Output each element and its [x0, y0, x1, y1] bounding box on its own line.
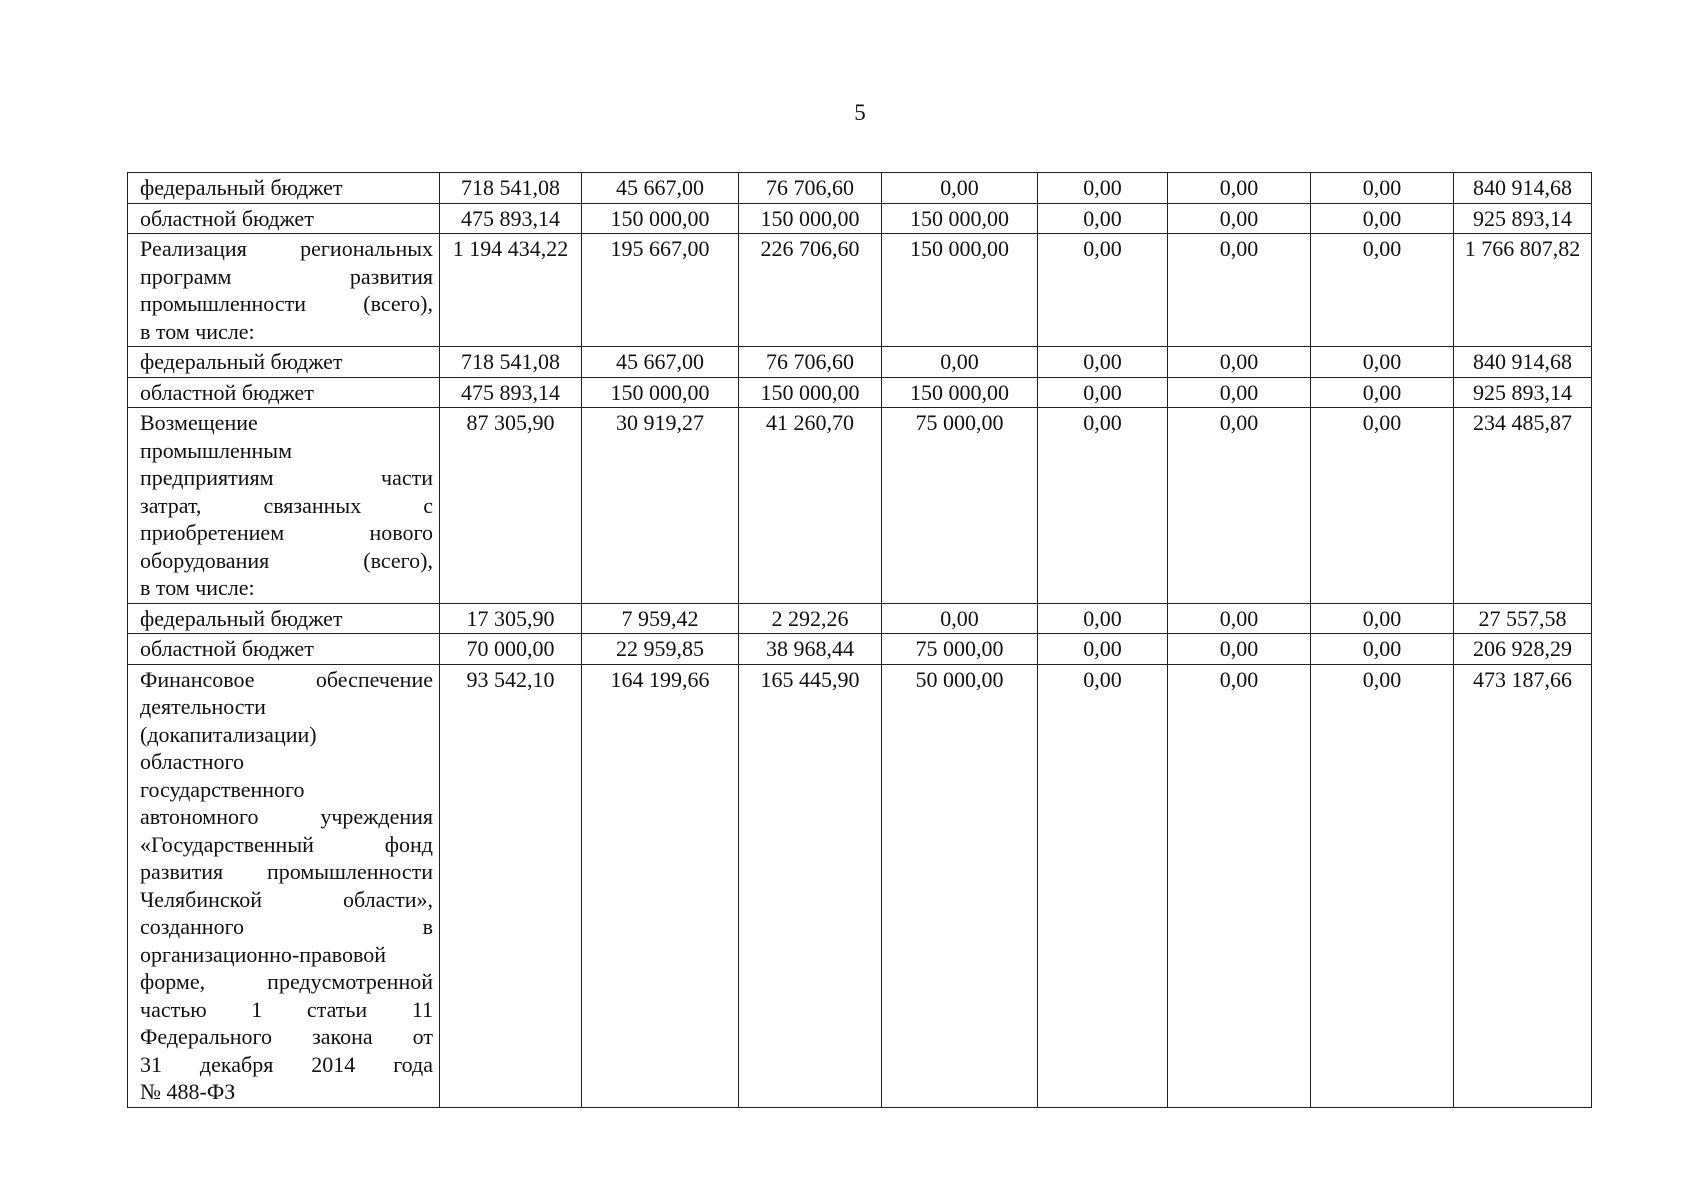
table-row	[128, 234, 1592, 347]
row-label-line: развития промышленности	[140, 859, 433, 884]
value-cell: 75 000,00	[882, 408, 1038, 604]
value-cell: 0,00	[1038, 203, 1168, 234]
value-cell: 2 292,26	[739, 603, 882, 634]
value-cell: 234 485,87	[1454, 408, 1592, 604]
value-cell: 0,00	[1168, 347, 1311, 378]
value-cell: 206 928,29	[1454, 634, 1592, 665]
value-cell: 0,00	[1311, 664, 1454, 1107]
row-label-line: в том числе:	[140, 318, 255, 344]
row-label-line: автономного учреждения	[140, 804, 433, 829]
value-cell: 0,00	[1168, 377, 1311, 408]
row-label-line: федеральный бюджет	[140, 175, 343, 200]
value-cell: 150 000,00	[582, 377, 739, 408]
value-cell: 0,00	[1311, 173, 1454, 204]
row-label-line: федеральный бюджет	[140, 605, 343, 631]
value-cell: 150 000,00	[882, 203, 1038, 234]
row-label-line: областной бюджет	[140, 205, 314, 231]
value-cell: 475 893,14	[440, 377, 582, 408]
value-cell: 165 445,90	[739, 664, 882, 1107]
table-row	[128, 603, 1592, 634]
value-cell: 0,00	[1038, 664, 1168, 1107]
row-label-line: приобретением нового	[140, 520, 433, 545]
row-label-line: в том числе:	[140, 575, 255, 600]
row-label-line: частью 1 статьи 11	[140, 996, 433, 1022]
value-cell: 1 766 807,82	[1454, 234, 1592, 347]
value-cell: 0,00	[1038, 634, 1168, 665]
table-row	[128, 203, 1592, 234]
row-label-line: промышленности (всего),	[140, 291, 433, 316]
row-label-cell	[128, 603, 440, 634]
value-cell: 0,00	[1168, 203, 1311, 234]
row-label-line: созданного в	[140, 914, 433, 939]
value-cell: 0,00	[1038, 234, 1168, 347]
value-cell: 840 914,68	[1454, 347, 1592, 378]
value-cell: 0,00	[1038, 377, 1168, 408]
page-number: 5	[854, 100, 866, 125]
value-cell: 17 305,90	[440, 603, 582, 634]
row-label-line: федеральный бюджет	[140, 349, 343, 374]
value-cell: 150 000,00	[582, 203, 739, 234]
value-cell: 93 542,10	[440, 664, 582, 1107]
value-cell: 226 706,60	[739, 234, 882, 347]
value-cell: 0,00	[1311, 203, 1454, 234]
value-cell: 0,00	[1168, 408, 1311, 604]
value-cell: 0,00	[1311, 603, 1454, 634]
value-cell: 0,00	[1311, 234, 1454, 347]
value-cell: 473 187,66	[1454, 664, 1592, 1107]
value-cell: 925 893,14	[1454, 203, 1592, 234]
row-label-line: областной бюджет	[140, 636, 314, 661]
row-label-line: деятельности	[140, 694, 266, 719]
row-label-line: программ развития	[140, 263, 433, 289]
value-cell: 0,00	[1168, 634, 1311, 665]
value-cell: 45 667,00	[582, 347, 739, 378]
table-row	[128, 634, 1592, 665]
row-label-line: государственного	[140, 776, 305, 802]
row-label-line: промышленным	[140, 437, 292, 463]
table-row	[128, 408, 1592, 604]
row-label-cell	[128, 664, 440, 1107]
value-cell: 0,00	[1311, 408, 1454, 604]
row-label-line: «Государственный фонд	[140, 831, 433, 857]
value-cell: 195 667,00	[582, 234, 739, 347]
value-cell: 0,00	[1311, 634, 1454, 665]
row-label-line: Реализация региональных	[140, 236, 433, 261]
row-label-cell	[128, 234, 440, 347]
budget-table-body	[128, 173, 1592, 1108]
value-cell: 87 305,90	[440, 408, 582, 604]
row-label-line: Челябинской области»,	[140, 886, 433, 912]
value-cell: 27 557,58	[1454, 603, 1592, 634]
value-cell: 0,00	[1168, 173, 1311, 204]
row-label-line: областной бюджет	[140, 379, 314, 405]
value-cell: 0,00	[1038, 603, 1168, 634]
value-cell: 0,00	[1168, 664, 1311, 1107]
row-label-line: Возмещение	[140, 410, 258, 435]
value-cell: 0,00	[1038, 408, 1168, 604]
table-row	[128, 664, 1592, 1107]
value-cell: 150 000,00	[739, 203, 882, 234]
value-cell: 0,00	[1311, 347, 1454, 378]
value-cell: 22 959,85	[582, 634, 739, 665]
value-cell: 0,00	[882, 173, 1038, 204]
value-cell: 45 667,00	[582, 173, 739, 204]
table-row	[128, 173, 1592, 204]
row-label-line: Финансовое обеспечение	[140, 666, 433, 692]
row-label-cell	[128, 377, 440, 408]
value-cell: 50 000,00	[882, 664, 1038, 1107]
row-label-line: областного	[140, 749, 245, 774]
value-cell: 150 000,00	[882, 234, 1038, 347]
value-cell: 0,00	[1168, 603, 1311, 634]
value-cell: 38 968,44	[739, 634, 882, 665]
value-cell: 0,00	[882, 603, 1038, 634]
row-label-cell	[128, 203, 440, 234]
value-cell: 70 000,00	[440, 634, 582, 665]
row-label-cell	[128, 634, 440, 665]
value-cell: 30 919,27	[582, 408, 739, 604]
value-cell: 0,00	[1038, 173, 1168, 204]
row-label-line: Федерального закона от	[140, 1024, 433, 1049]
value-cell: 475 893,14	[440, 203, 582, 234]
value-cell: 0,00	[882, 347, 1038, 378]
value-cell: 718 541,08	[440, 347, 582, 378]
value-cell: 76 706,60	[739, 173, 882, 204]
row-label-line: организационно-правовой	[140, 941, 386, 967]
row-label-line: (докапитализации)	[140, 721, 317, 747]
value-cell: 0,00	[1038, 347, 1168, 378]
value-cell: 718 541,08	[440, 173, 582, 204]
value-cell: 41 260,70	[739, 408, 882, 604]
value-cell: 7 959,42	[582, 603, 739, 634]
value-cell: 150 000,00	[882, 377, 1038, 408]
budget-table	[127, 172, 1592, 1108]
value-cell: 164 199,66	[582, 664, 739, 1107]
value-cell: 1 194 434,22	[440, 234, 582, 347]
value-cell: 150 000,00	[739, 377, 882, 408]
table-row	[128, 347, 1592, 378]
value-cell: 0,00	[1168, 234, 1311, 347]
value-cell: 925 893,14	[1454, 377, 1592, 408]
value-cell: 840 914,68	[1454, 173, 1592, 204]
value-cell: 0,00	[1311, 377, 1454, 408]
row-label-line: затрат, связанных с	[140, 492, 433, 518]
row-label-cell	[128, 347, 440, 378]
row-label-line: 31 декабря 2014 года	[140, 1051, 433, 1077]
row-label-line: предприятиям части	[140, 465, 433, 490]
row-label-cell	[128, 173, 440, 204]
table-row	[128, 377, 1592, 408]
row-label-line: оборудования (всего),	[140, 547, 433, 573]
row-label-line: № 488-ФЗ	[140, 1079, 236, 1104]
value-cell: 76 706,60	[739, 347, 882, 378]
value-cell: 75 000,00	[882, 634, 1038, 665]
row-label-line: форме, предусмотренной	[140, 969, 433, 994]
row-label-cell	[128, 408, 440, 604]
